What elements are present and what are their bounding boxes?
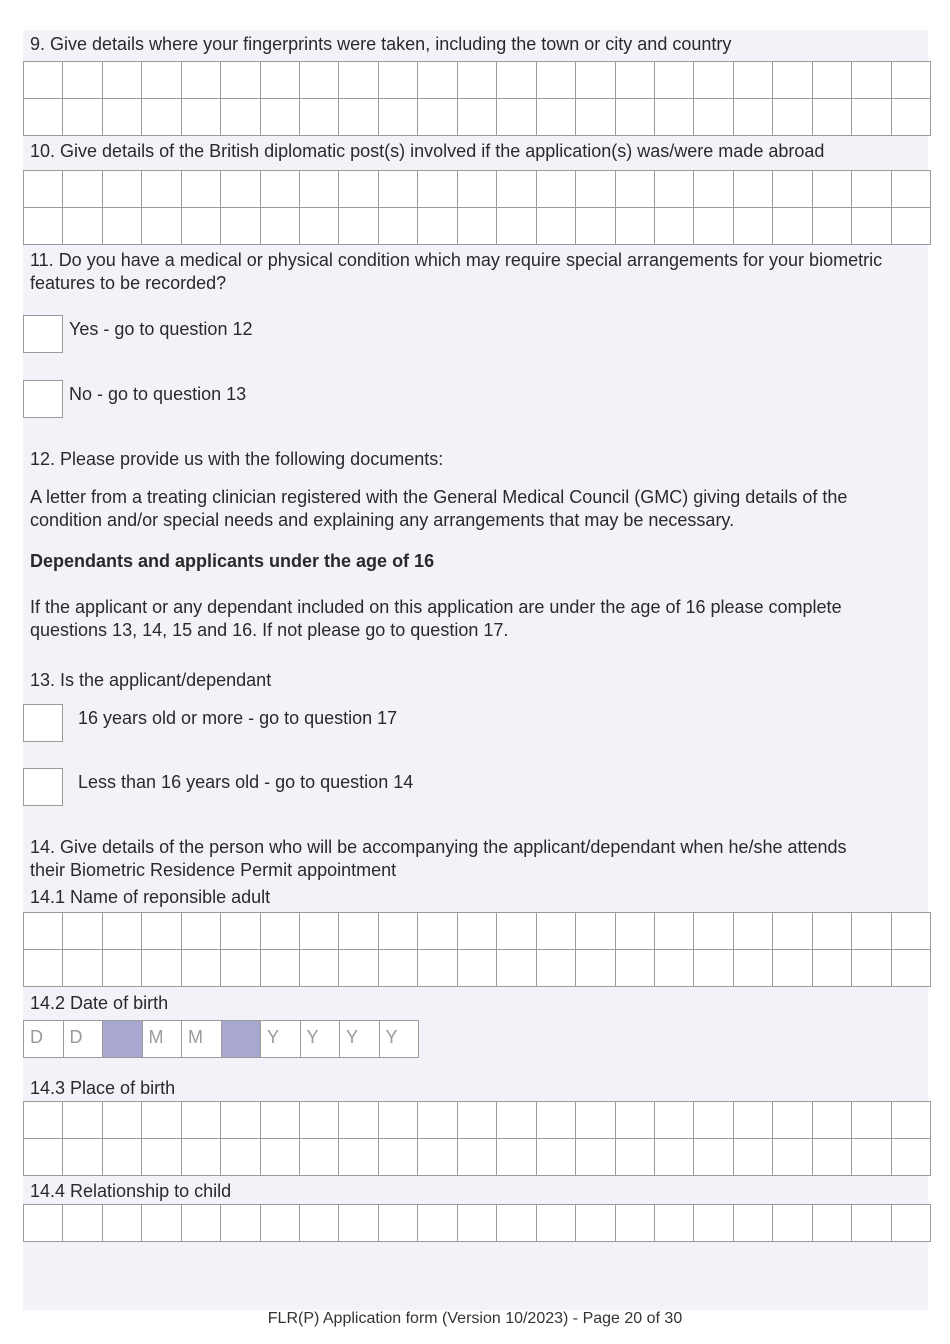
char-box[interactable]	[694, 208, 733, 245]
dob-day-2[interactable]: D	[64, 1021, 104, 1058]
char-box[interactable]	[773, 950, 812, 987]
char-box[interactable]	[537, 1139, 576, 1176]
char-box[interactable]	[182, 171, 221, 208]
char-box[interactable]	[300, 99, 339, 136]
char-box[interactable]	[734, 99, 773, 136]
char-box[interactable]	[379, 1205, 418, 1242]
char-box[interactable]	[458, 208, 497, 245]
char-box[interactable]	[655, 1205, 694, 1242]
char-box[interactable]	[852, 1102, 891, 1139]
char-box[interactable]	[261, 171, 300, 208]
q13-16-or-more-label: 16 years old or more - go to question 17	[78, 708, 398, 728]
char-box[interactable]	[221, 208, 260, 245]
q13-label: 13. Is the applicant/dependant	[30, 670, 272, 690]
char-box[interactable]	[813, 1205, 852, 1242]
char-box[interactable]	[497, 62, 536, 99]
section-heading: Dependants and applicants under the age of 16	[30, 551, 435, 571]
char-box[interactable]	[24, 1102, 63, 1139]
q14-1-name-grid[interactable]	[23, 912, 931, 987]
char-box[interactable]	[24, 950, 63, 987]
char-box[interactable]	[339, 208, 378, 245]
char-box[interactable]	[379, 1102, 418, 1139]
char-box[interactable]	[655, 62, 694, 99]
char-box[interactable]	[458, 1205, 497, 1242]
char-box[interactable]	[813, 1139, 852, 1176]
char-box[interactable]	[221, 1139, 260, 1176]
char-box[interactable]	[852, 99, 891, 136]
char-box[interactable]	[892, 1139, 931, 1176]
char-box[interactable]	[852, 1205, 891, 1242]
char-box[interactable]	[576, 913, 615, 950]
char-box[interactable]	[537, 62, 576, 99]
char-box[interactable]	[616, 1205, 655, 1242]
dob-year-4[interactable]: Y	[380, 1021, 420, 1058]
char-box[interactable]	[221, 99, 260, 136]
char-box[interactable]	[734, 62, 773, 99]
char-box[interactable]	[813, 99, 852, 136]
char-box[interactable]	[142, 1139, 181, 1176]
char-box[interactable]	[142, 62, 181, 99]
char-box[interactable]	[418, 99, 457, 136]
char-box[interactable]	[892, 208, 931, 245]
char-box[interactable]	[63, 1205, 102, 1242]
char-box[interactable]	[852, 913, 891, 950]
char-box[interactable]	[616, 171, 655, 208]
q12-detail: A letter from a treating clinician registered with the General Medical Council (GMC) giving details of the condition and/or special needs and explaining any arrangements that may be necessary.	[30, 487, 848, 530]
char-box[interactable]	[458, 171, 497, 208]
q13-under-16-label: Less than 16 years old - go to question 14	[78, 772, 414, 792]
q10-label: 10. Give details of the British diplomatic post(s) involved if the application(s) was/were made abroad	[30, 141, 825, 161]
char-box[interactable]	[24, 1205, 63, 1242]
char-box[interactable]	[418, 1139, 457, 1176]
q9-label: 9. Give details where your fingerprints were taken, including the town or city and country	[30, 34, 732, 54]
char-box[interactable]	[655, 208, 694, 245]
char-box[interactable]	[497, 208, 536, 245]
char-box[interactable]	[339, 171, 378, 208]
char-box[interactable]	[142, 1205, 181, 1242]
char-box[interactable]	[339, 913, 378, 950]
char-box[interactable]	[339, 1102, 378, 1139]
char-box[interactable]	[24, 1139, 63, 1176]
char-box[interactable]	[339, 99, 378, 136]
char-box[interactable]	[24, 99, 63, 136]
char-box[interactable]	[142, 913, 181, 950]
char-box[interactable]	[892, 1205, 931, 1242]
char-box[interactable]	[892, 62, 931, 99]
char-box[interactable]	[616, 1139, 655, 1176]
char-box[interactable]	[576, 62, 615, 99]
dob-separator	[103, 1021, 143, 1058]
char-box[interactable]	[458, 62, 497, 99]
char-box[interactable]	[339, 62, 378, 99]
char-box[interactable]	[773, 1102, 812, 1139]
q14-2-label: 14.2 Date of birth	[30, 993, 169, 1013]
char-box[interactable]	[694, 99, 733, 136]
char-box[interactable]	[852, 62, 891, 99]
char-box[interactable]	[300, 208, 339, 245]
char-box[interactable]	[142, 208, 181, 245]
char-box[interactable]	[221, 950, 260, 987]
char-box[interactable]	[182, 208, 221, 245]
char-box[interactable]	[221, 913, 260, 950]
char-box[interactable]	[694, 950, 733, 987]
char-box[interactable]	[339, 1205, 378, 1242]
char-box[interactable]	[852, 171, 891, 208]
char-box[interactable]	[458, 99, 497, 136]
char-box[interactable]	[616, 208, 655, 245]
q14-2-dob-field[interactable]	[23, 1020, 419, 1058]
char-box[interactable]	[773, 208, 812, 245]
char-box[interactable]	[418, 1102, 457, 1139]
char-box[interactable]	[694, 1205, 733, 1242]
char-box[interactable]	[497, 99, 536, 136]
char-box[interactable]	[261, 1205, 300, 1242]
char-box[interactable]	[103, 62, 142, 99]
char-box[interactable]	[300, 950, 339, 987]
char-box[interactable]	[576, 950, 615, 987]
char-box[interactable]	[537, 208, 576, 245]
char-box[interactable]	[300, 1139, 339, 1176]
q11-no-label: No - go to question 13	[69, 384, 247, 404]
q13-under-16-checkbox[interactable]	[23, 768, 63, 806]
char-box[interactable]	[576, 1102, 615, 1139]
char-box[interactable]	[734, 950, 773, 987]
char-box[interactable]	[537, 950, 576, 987]
char-box[interactable]	[497, 913, 536, 950]
char-box[interactable]	[734, 171, 773, 208]
char-box[interactable]	[773, 1205, 812, 1242]
char-box[interactable]	[63, 171, 102, 208]
q11-label: 11. Do you have a medical or physical condition which may require special arrangements for your biometric features to be recorded?	[30, 250, 883, 293]
char-box[interactable]	[813, 913, 852, 950]
char-box[interactable]	[142, 950, 181, 987]
char-box[interactable]	[458, 950, 497, 987]
char-box[interactable]	[655, 171, 694, 208]
char-box[interactable]	[537, 1102, 576, 1139]
char-box[interactable]	[497, 1139, 536, 1176]
char-box[interactable]	[24, 171, 63, 208]
char-box[interactable]	[813, 171, 852, 208]
char-box[interactable]	[103, 99, 142, 136]
dob-month-2[interactable]: M	[182, 1021, 222, 1058]
q14-1-label: 14.1 Name of reponsible adult	[30, 887, 271, 907]
q9-input-grid[interactable]	[23, 61, 931, 136]
char-box[interactable]	[616, 950, 655, 987]
q12-label: 12. Please provide us with the following documents:	[30, 449, 444, 469]
char-box[interactable]	[103, 1205, 142, 1242]
char-box[interactable]	[616, 1102, 655, 1139]
char-box[interactable]	[261, 62, 300, 99]
char-box[interactable]	[773, 171, 812, 208]
char-box[interactable]	[182, 99, 221, 136]
char-box[interactable]	[182, 62, 221, 99]
char-box[interactable]	[773, 62, 812, 99]
char-box[interactable]	[694, 62, 733, 99]
char-box[interactable]	[418, 171, 457, 208]
char-box[interactable]	[261, 1139, 300, 1176]
char-box[interactable]	[576, 99, 615, 136]
char-box[interactable]	[103, 913, 142, 950]
char-box[interactable]	[892, 99, 931, 136]
char-box[interactable]	[300, 1102, 339, 1139]
page-footer: FLR(P) Application form (Version 10/2023) - Page 20 of 30	[267, 1310, 683, 1327]
char-box[interactable]	[63, 62, 102, 99]
char-box[interactable]	[694, 171, 733, 208]
char-box[interactable]	[576, 1139, 615, 1176]
char-box[interactable]	[694, 913, 733, 950]
char-box[interactable]	[24, 208, 63, 245]
char-box[interactable]	[497, 950, 536, 987]
char-box[interactable]	[734, 1102, 773, 1139]
char-box[interactable]	[458, 1139, 497, 1176]
char-box[interactable]	[418, 913, 457, 950]
char-box[interactable]	[576, 208, 615, 245]
char-box[interactable]	[892, 171, 931, 208]
char-box[interactable]	[655, 913, 694, 950]
char-box[interactable]	[734, 913, 773, 950]
char-box[interactable]	[339, 950, 378, 987]
char-box[interactable]	[379, 62, 418, 99]
char-box[interactable]	[576, 1205, 615, 1242]
char-box[interactable]	[694, 1139, 733, 1176]
char-box[interactable]	[655, 950, 694, 987]
char-box[interactable]	[813, 1102, 852, 1139]
char-box[interactable]	[142, 1102, 181, 1139]
char-box[interactable]	[63, 208, 102, 245]
char-box[interactable]	[103, 1102, 142, 1139]
char-box[interactable]	[418, 1205, 457, 1242]
dob-separator	[222, 1021, 262, 1058]
q14-3-place-grid[interactable]	[23, 1101, 931, 1176]
char-box[interactable]	[458, 1102, 497, 1139]
char-box[interactable]	[734, 208, 773, 245]
char-box[interactable]	[418, 208, 457, 245]
char-box[interactable]	[63, 1139, 102, 1176]
char-box[interactable]	[813, 950, 852, 987]
dob-day-1[interactable]: D	[24, 1021, 64, 1058]
char-box[interactable]	[261, 950, 300, 987]
dob-year-3[interactable]: Y	[340, 1021, 380, 1058]
char-box[interactable]	[300, 171, 339, 208]
char-box[interactable]	[616, 99, 655, 136]
char-box[interactable]	[537, 171, 576, 208]
char-box[interactable]	[537, 99, 576, 136]
char-box[interactable]	[497, 171, 536, 208]
char-box[interactable]	[221, 171, 260, 208]
dob-year-2[interactable]: Y	[301, 1021, 341, 1058]
char-box[interactable]	[892, 1102, 931, 1139]
char-box[interactable]	[103, 1139, 142, 1176]
char-box[interactable]	[103, 171, 142, 208]
char-box[interactable]	[379, 171, 418, 208]
q11-yes-checkbox[interactable]	[23, 315, 63, 353]
char-box[interactable]	[892, 913, 931, 950]
char-box[interactable]	[616, 62, 655, 99]
char-box[interactable]	[418, 62, 457, 99]
char-box[interactable]	[773, 913, 812, 950]
q11-yes-label: Yes - go to question 12	[69, 319, 253, 339]
char-box[interactable]	[221, 62, 260, 99]
char-box[interactable]	[103, 208, 142, 245]
char-box[interactable]	[655, 1102, 694, 1139]
dob-year-1[interactable]: Y	[261, 1021, 301, 1058]
char-box[interactable]	[497, 1102, 536, 1139]
char-box[interactable]	[576, 171, 615, 208]
char-box[interactable]	[694, 1102, 733, 1139]
char-box[interactable]	[142, 171, 181, 208]
q14-4-relationship-grid[interactable]	[23, 1204, 931, 1242]
char-box[interactable]	[773, 1139, 812, 1176]
q11-no-checkbox[interactable]	[23, 380, 63, 418]
char-box[interactable]	[379, 913, 418, 950]
char-box[interactable]	[103, 950, 142, 987]
q14-3-label: 14.3 Place of birth	[30, 1078, 176, 1098]
char-box[interactable]	[852, 950, 891, 987]
char-box[interactable]	[182, 1102, 221, 1139]
char-box[interactable]	[537, 913, 576, 950]
char-box[interactable]	[63, 950, 102, 987]
char-box[interactable]	[261, 1102, 300, 1139]
char-box[interactable]	[734, 1205, 773, 1242]
char-box[interactable]	[300, 62, 339, 99]
char-box[interactable]	[300, 913, 339, 950]
char-box[interactable]	[813, 62, 852, 99]
char-box[interactable]	[655, 1139, 694, 1176]
q13-16-or-more-checkbox[interactable]	[23, 704, 63, 742]
char-box[interactable]	[537, 1205, 576, 1242]
char-box[interactable]	[379, 1139, 418, 1176]
char-box[interactable]	[63, 99, 102, 136]
char-box[interactable]	[852, 1139, 891, 1176]
char-box[interactable]	[63, 913, 102, 950]
char-box[interactable]	[616, 913, 655, 950]
char-box[interactable]	[221, 1102, 260, 1139]
char-box[interactable]	[852, 208, 891, 245]
char-box[interactable]	[182, 950, 221, 987]
char-box[interactable]	[655, 99, 694, 136]
char-box[interactable]	[182, 913, 221, 950]
q10-input-grid[interactable]	[23, 170, 931, 245]
char-box[interactable]	[142, 99, 181, 136]
char-box[interactable]	[63, 1102, 102, 1139]
section-intro: If the applicant or any dependant included on this application are under the age of 16 please complete questions 13, 14, 15 and 16. If not please go to question 17.	[30, 597, 842, 640]
char-box[interactable]	[379, 208, 418, 245]
char-box[interactable]	[24, 913, 63, 950]
char-box[interactable]	[379, 950, 418, 987]
char-box[interactable]	[773, 99, 812, 136]
q14-label: 14. Give details of the person who will be accompanying the applicant/dependant when he/she attends their Biometric Residence Permit appointment	[30, 837, 847, 880]
char-box[interactable]	[24, 62, 63, 99]
char-box[interactable]	[458, 913, 497, 950]
char-box[interactable]	[221, 1205, 260, 1242]
char-box[interactable]	[892, 950, 931, 987]
char-box[interactable]	[339, 1139, 378, 1176]
char-box[interactable]	[182, 1205, 221, 1242]
char-box[interactable]	[261, 99, 300, 136]
char-box[interactable]	[734, 1139, 773, 1176]
char-box[interactable]	[379, 99, 418, 136]
char-box[interactable]	[497, 1205, 536, 1242]
dob-month-1[interactable]: M	[143, 1021, 183, 1058]
char-box[interactable]	[261, 913, 300, 950]
char-box[interactable]	[300, 1205, 339, 1242]
char-box[interactable]	[182, 1139, 221, 1176]
char-box[interactable]	[261, 208, 300, 245]
char-box[interactable]	[813, 208, 852, 245]
char-box[interactable]	[418, 950, 457, 987]
q14-4-label: 14.4 Relationship to child	[30, 1181, 232, 1201]
